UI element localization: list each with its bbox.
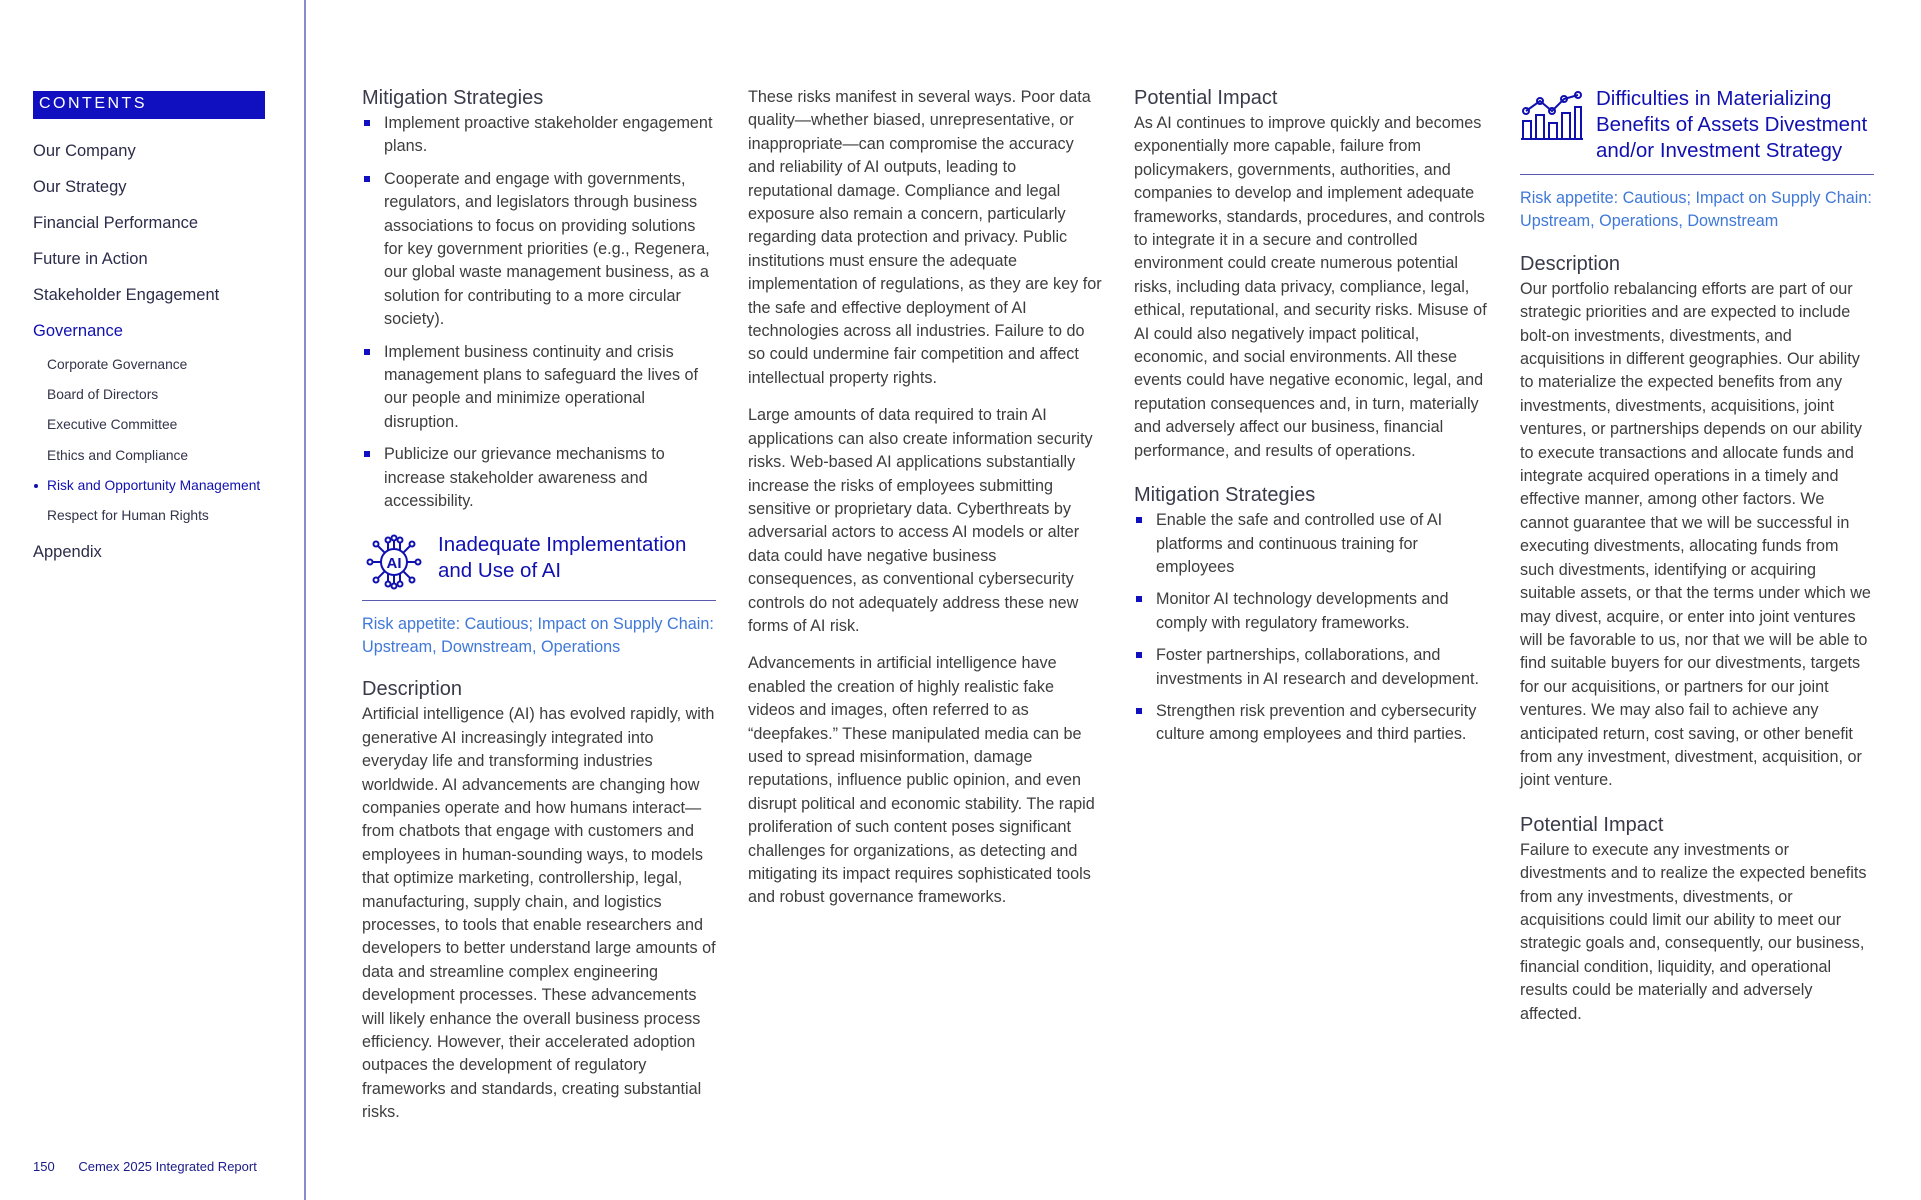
sidebar-divider: [304, 0, 306, 1200]
contents-label[interactable]: CONTENTS: [33, 91, 265, 119]
paragraph: Advancements in artificial intelligence have enabled the creation of highly realistic fake videos and images, often referred to as “deepfakes.” These manipulated media can be used to spread misinformation, damage reputations, influence public opinion, and even disrupt political and economic stability. The rapid proliferation of such content poses significant challenges for organizations, as detecting and mitigating its impact requires sophisticated tools and robust governance frameworks.: [748, 654, 1095, 907]
sidebar: [0, 0, 305, 1200]
risk-appetite-divestment: Risk appetite: Cautious; Impact on Supply Chain: Upstream, Operations, Downstream: [1520, 189, 1872, 231]
list-item: Implement proactive stakeholder engagement plans.: [362, 112, 716, 159]
sidebar-item-financial-performance[interactable]: Financial Performance: [33, 214, 199, 232]
page-footer: [33, 1159, 257, 1174]
risk-header-ai: [362, 532, 716, 601]
mitigation-strategies-heading: Mitigation Strategies: [1134, 484, 1316, 507]
sidebar-subitem-corporate-governance[interactable]: Corporate Governance: [47, 357, 188, 372]
list-item: Monitor AI technology developments and comply with regulatory frameworks.: [1134, 588, 1488, 635]
list-item: Enable the safe and controlled use of AI platforms and continuous training for employees: [1134, 509, 1488, 579]
list-item: Implement business continuity and crisis management plans to safeguard the lives of our people and minimize operational disruption.: [362, 341, 716, 435]
sidebar-subitem-board-of-directors[interactable]: Board of Directors: [47, 387, 159, 403]
page-number: 150: [33, 1159, 55, 1174]
paragraph: These risks manifest in several ways. Poor data quality—whether biased, unrepresentative, or inappropriate—can compromise the accuracy and reliability of AI outputs, leading to reputational damage. Compliance and legal exposure also remain a concern, particularly regarding data protection and privacy. Public institutions must ensure the adequate implementation of regulations, as they are key for the safe and effective deployment of AI technologies across all industries. Failure to do so could undermine fair competition and affect intellectual property rights.: [748, 88, 1102, 387]
sidebar-subitem-risk-and-opportunity-management[interactable]: Risk and Opportunity Management: [33, 475, 260, 505]
mitigation-strategies-heading: Mitigation Strategies: [362, 87, 544, 109]
sidebar-item-our-company[interactable]: Our Company: [33, 142, 136, 160]
sidebar-nav: [33, 138, 260, 575]
growth-chart-icon: [1520, 86, 1584, 146]
description-text: Our portfolio rebalancing efforts are part of our strategic priorities and are expected to include bolt-on investments, divestments, and acquisitions in different geographies. Our ability to materialize the expected benefits from any investments, divestments, acquisitions, joint ventures, or partnerships depends on our ability to execute transactions and allocate funds and integrate acquired operations in a timely and effective manner, among other factors. We cannot guarantee that we will be successful in executing divestments, allocating funds from such divestments, identifying or acquiring suitable assets, or that the terms under which we may divest, acquire, or enter into joint ventures will be favorable to us, nor that we will be able to find suitable buyers for our divestments, targets for our acquisitions, or partners for our joint ventures. We may also fail to achieve any anticipated return, cost saving, or other benefit from any investment, divestment, acquisition, or joint venture.: [1520, 279, 1871, 790]
paragraph: Large amounts of data required to train AI applications can also create information security risks. Web-based AI applications substantially increase the risks of employees submitting sensitive or proprietary data. Cyberthreats by adversarial actors to access AI models or alter data could have negative business consequences, as conventional cybersecurity controls do not adequately address these new forms of AI risk.: [748, 406, 1093, 635]
svg-text:AI: AI: [386, 554, 402, 572]
sidebar-subitem-executive-committee[interactable]: Executive Committee: [47, 417, 178, 433]
description-text: Artificial intelligence (AI) has evolved rapidly, with generative AI increasingly integrated into everyday life and transforming industries worldwide. AI advancements are changing how companies operate and how humans interact—from chatbots that engage with customers and employees in human-sounding ways, to models that optimize marketing, controllership, legal, manufacturing, supply chain, and logistics processes, to tools that enable researchers and developers to better understand large amounts of data and streamline complex engineering development processes. These advancements will likely enhance the overall business process efficiency. However, their accelerated adoption outpaces the development of regulatory frameworks and standards, creating substantial risks.: [362, 705, 716, 1122]
description-heading: Description: [1520, 252, 1621, 275]
risk-title-divestment: Difficulties in Materializing Benefits of Assets Divestment and/or Investment Strategy: [1596, 87, 1868, 162]
potential-impact-heading: Potential Impact: [1520, 813, 1664, 836]
ai-chip-icon: [362, 532, 426, 592]
column-4: [1520, 86, 1874, 1040]
sidebar-item-stakeholder-engagement[interactable]: Stakeholder Engagement: [33, 286, 220, 304]
potential-impact-text: As AI continues to improve quickly and becomes exponentially more capable, failure from policymakers, governments, authorities, and companies to develop and implement adequate frameworks, standards, procedures, and controls to integrate it in a secure and controlled environment could create numerous potential risks, including data privacy, compliance, legal, ethical, reputational, and security risks. Misuse of AI could also negatively impact political, economic, and social environments. All these events could have negative economic, legal, and reputation consequences and, in turn, materially and adversely affect our business, financial performance, and results of operations.: [1134, 114, 1487, 460]
column-1: [362, 86, 716, 1139]
report-title: Cemex 2025 Integrated Report: [78, 1159, 257, 1174]
potential-impact-text: Failure to execute any investments or divestments and to realize the expected benefits from any investments, divestments, or acquisitions could limit our ability to meet our strategic goals and, consequently, our business, financial condition, liquidity, and operational results could be materially and adversely affected.: [1520, 840, 1867, 1023]
sidebar-item-appendix[interactable]: Appendix: [33, 543, 102, 562]
column-2: [748, 86, 1102, 924]
sidebar-subitem-respect-for-human-rights[interactable]: Respect for Human Rights: [47, 507, 209, 523]
list-item: Foster partnerships, collaborations, and investments in AI research and development.: [1134, 644, 1488, 691]
column-3: [1134, 86, 1488, 765]
sidebar-item-governance[interactable]: Governance: [33, 322, 123, 340]
risk-appetite-ai: Risk appetite: Cautious; Impact on Supply Chain: Upstream, Downstream, Operations: [362, 614, 714, 656]
description-heading: Description: [362, 678, 463, 701]
risk-title-ai: Inadequate Implementation and Use of AI: [438, 532, 687, 582]
sidebar-item-future-in-action[interactable]: Future in Action: [33, 250, 148, 268]
sidebar-subitem-ethics-and-compliance[interactable]: Ethics and Compliance: [47, 447, 189, 463]
sidebar-item-our-strategy[interactable]: Our Strategy: [33, 178, 127, 196]
list-item: Strengthen risk prevention and cybersecurity culture among employees and third parties.: [1134, 700, 1488, 747]
risk-header-divestment: [1520, 86, 1874, 175]
list-item: Cooperate and engage with governments, regulators, and legislators through business associations to focus on providing solutions for key government priorities (e.g., Regenera, our global waste management business, as a solution for contributing to a more circular society).: [362, 168, 716, 332]
mitigation-list: [1134, 509, 1488, 747]
mitigation-list: [362, 112, 716, 514]
list-item: Publicize our grievance mechanisms to increase stakeholder awareness and accessibility.: [362, 443, 716, 513]
potential-impact-heading: Potential Impact: [1134, 87, 1278, 109]
